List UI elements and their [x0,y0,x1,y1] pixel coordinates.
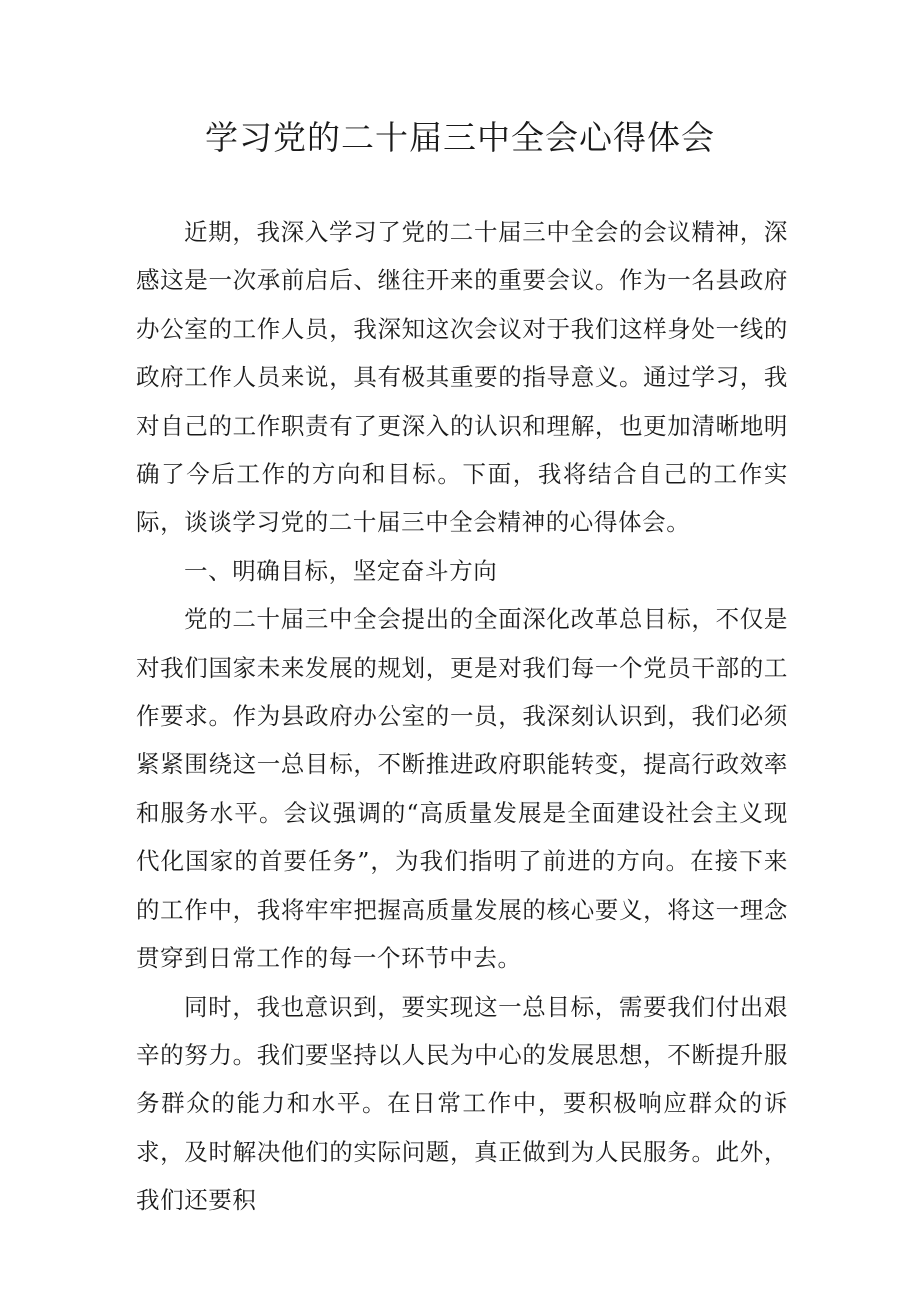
document-body [136,208,788,1225]
section-heading-1: 一、明确目标，坚定奋斗方向 [184,556,498,585]
paragraph-intro: 近期，我深入学习了党的二十届三中全会的会议精神，深感这是一次承前启后、继往开来的重要会议。作为一名县政府办公室的工作人员，我深知这次会议对于我们这样身处一线的政府工作人员来说，具有极其重要的指导意义。通过学习，我对自己的工作职责有了更深入的认识和理解，也更加清晰地明确了今后工作的方向和目标。下面，我将结合自己的工作实际，谈谈学习党的二十届三中全会精神的心得体会。 [136,218,788,537]
document-title: 学习党的二十届三中全会心得体会 [205,118,715,157]
paragraph-section-1: 党的二十届三中全会提出的全面深化改革总目标，不仅是对我们国家未来发展的规划，更是对我们每一个党员干部的工作要求。作为县政府办公室的一员，我深刻认识到，我们必须紧紧围绕这一总目标，不断推进政府职能转变，提高行政效率和服务水平。会议强调的“高质量发展是全面建设社会主义现代化国家的首要任务”，为我们指明了前进的方向。在接下来的工作中，我将牢牢把握高质量发展的核心要义，将这一理念贯穿到日常工作的每一个环节中去。 [136,605,788,973]
paragraph-section-1-cont: 同时，我也意识到，要实现这一总目标，需要我们付出艰辛的努力。我们要坚持以人民为中心的发展思想，不断提升服务群众的能力和水平。在日常工作中，要积极响应群众的诉求，及时解决他们的实际问题，真正做到为人民服务。此外，我们还要积 [136,992,788,1215]
